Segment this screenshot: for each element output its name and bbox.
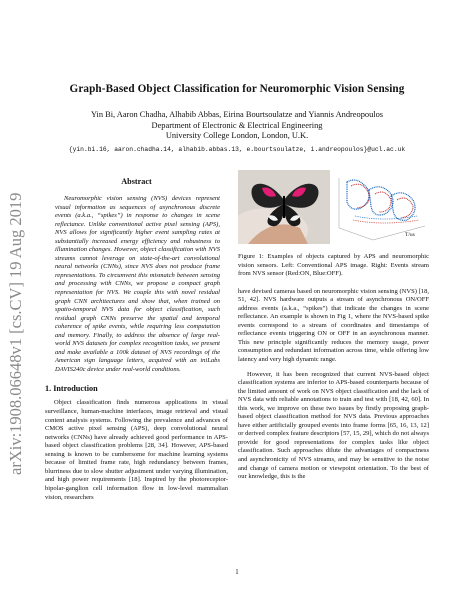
arxiv-stamp-svg	[2, 150, 28, 480]
page-number: 1	[235, 569, 239, 576]
affiliation-university: University College London, London, U.K.	[165, 131, 309, 140]
right-paragraph-2: However, it has been recognized that current NVS-based object classification systems are inferior to APS-based counterparts because of the limited amount of work on NVS object classification and the lack of NVS data with reliable annotations to train and test with [18, 42, 60]. In this work, we improve on these two issues by firstly proposing graph-based object classification method for NVS data. Previous approaches have either artificially grouped events into frame forms [65, 16, 13, 12] or derived complex feature descriptors [57, 15, 29], which do not always provide for good representations for complex tasks like object classification. Such approaches dilute the advantages of compactness and asynchronicity of NVS streams, and may be sensitive to the noise and change of camera motion or viewpoint orientation. To the best of our knowledge, this is the	[238, 370, 429, 481]
plot-axis-t-label: T/us	[405, 232, 415, 238]
paper-title: Graph-Based Object Classification for Neuromorphic Vision Sensing	[69, 83, 405, 95]
section-heading-introduction: 1. Introduction	[45, 384, 98, 394]
figure-1-caption: Figure 1: Examples of objects captured by APS and neuromorphic vision sensors. Left: Conventional APS image. Right: Events stream from NVS sensor (Red:ON, Blue:OFF).	[238, 253, 429, 278]
author-emails: {yin.bi.16, aaron.chadha.14, alhabib.abbas.13, e.bourtsoulatze, i.andreopoulos}@ucl.ac.uk	[68, 146, 406, 153]
butterfly-photo	[238, 170, 330, 244]
arxiv-stamp	[2, 150, 28, 480]
left-column	[45, 170, 228, 502]
intro-paragraph-1: Object classification finds numerous applications in visual surveillance, human-machine interfaces, image retrieval and visual content analysis systems. Following the prevalence and advances of CMOS active pixel sensing (APS), deep convolutional neural networks (CNNs) have already achieved good performance in APS-based object classification problems [28, 34]. However, APS-based sensing is known to be cumbersome for machine learning systems because of limited frame rate, high redundancy between frames, blurriness due to slow shutter adjustment under varying illumination, and high power requirements [18]. Inspired by the photoreceptor-bipolar-ganglion cell information flow in low-level mammalian vision, researchers	[45, 399, 228, 501]
affiliation-department: Department of Electronic & Electrical Engineering	[151, 120, 323, 130]
plot-axis-t	[373, 226, 425, 240]
plot-axis-x	[339, 228, 373, 240]
right-column	[238, 170, 429, 482]
arxiv-stamp-text: arXiv:1908.06648v1 [cs.CV] 19 Aug 2019	[6, 192, 25, 475]
abstract-text: Neuromorphic vision sensing (NVS) devices represent visual information as sequences of asynchronous discrete events (a.k.a., “spikes”) in response to changes in scene reflectance. Unlike conventional active pixel sensing (APS), NVS allows for significantly higher event sampling rates at substantially increased energy efficiency and robustness to illumination changes. However, object classification with NVS streams cannot leverage on state-of-the-art convolutional neural networks (CNNs), since NVS does not produce frame representations. To circumvent this mismatch between sensing and processing with CNNs, we propose a compact graph representation for NVS. We couple this with novel residual graph CNN architectures and show that, when trained on spatio-temporal NVS data for object classification, such residual graph CNNs preserve the spatial and temporal coherence of spike events, while requiring less computation and memory. Finally, to address the absence of large real-world NVS datasets for complex recognition tasks, we present and make available a 100k dataset of NVS recordings of the American sign language letters, acquired with an iniLabs DAVIS240c device under real-world conditions.	[55, 195, 220, 373]
abstract-heading: Abstract	[121, 177, 152, 186]
author-block	[40, 110, 434, 142]
right-paragraph-1: have devised cameras based on neuromorphic vision sensing (NVS) [18, 51, 42]. NVS hardware outputs a stream of asynchronous ON/OFF address events (a.k.a., “spikes”) that indicate the changes in scene reflectance. An example is shown in Fig 1, where the NVS-based spike events correspond to a stream of coordinates and timestamps of reflectance events triggering ON or OFF in an asynchronous manner. This new principle significantly reduces the memory usage, power consumption and redundant information across time, while offering low latency and very high dynamic range.	[238, 287, 429, 364]
nvs-event-plot	[333, 172, 429, 244]
author-names: Yin Bi, Aaron Chadha, Alhabib Abbas, Eirina Bourtsoulatze and Yiannis Andreopoulos	[90, 110, 384, 119]
figure-1	[238, 170, 429, 245]
